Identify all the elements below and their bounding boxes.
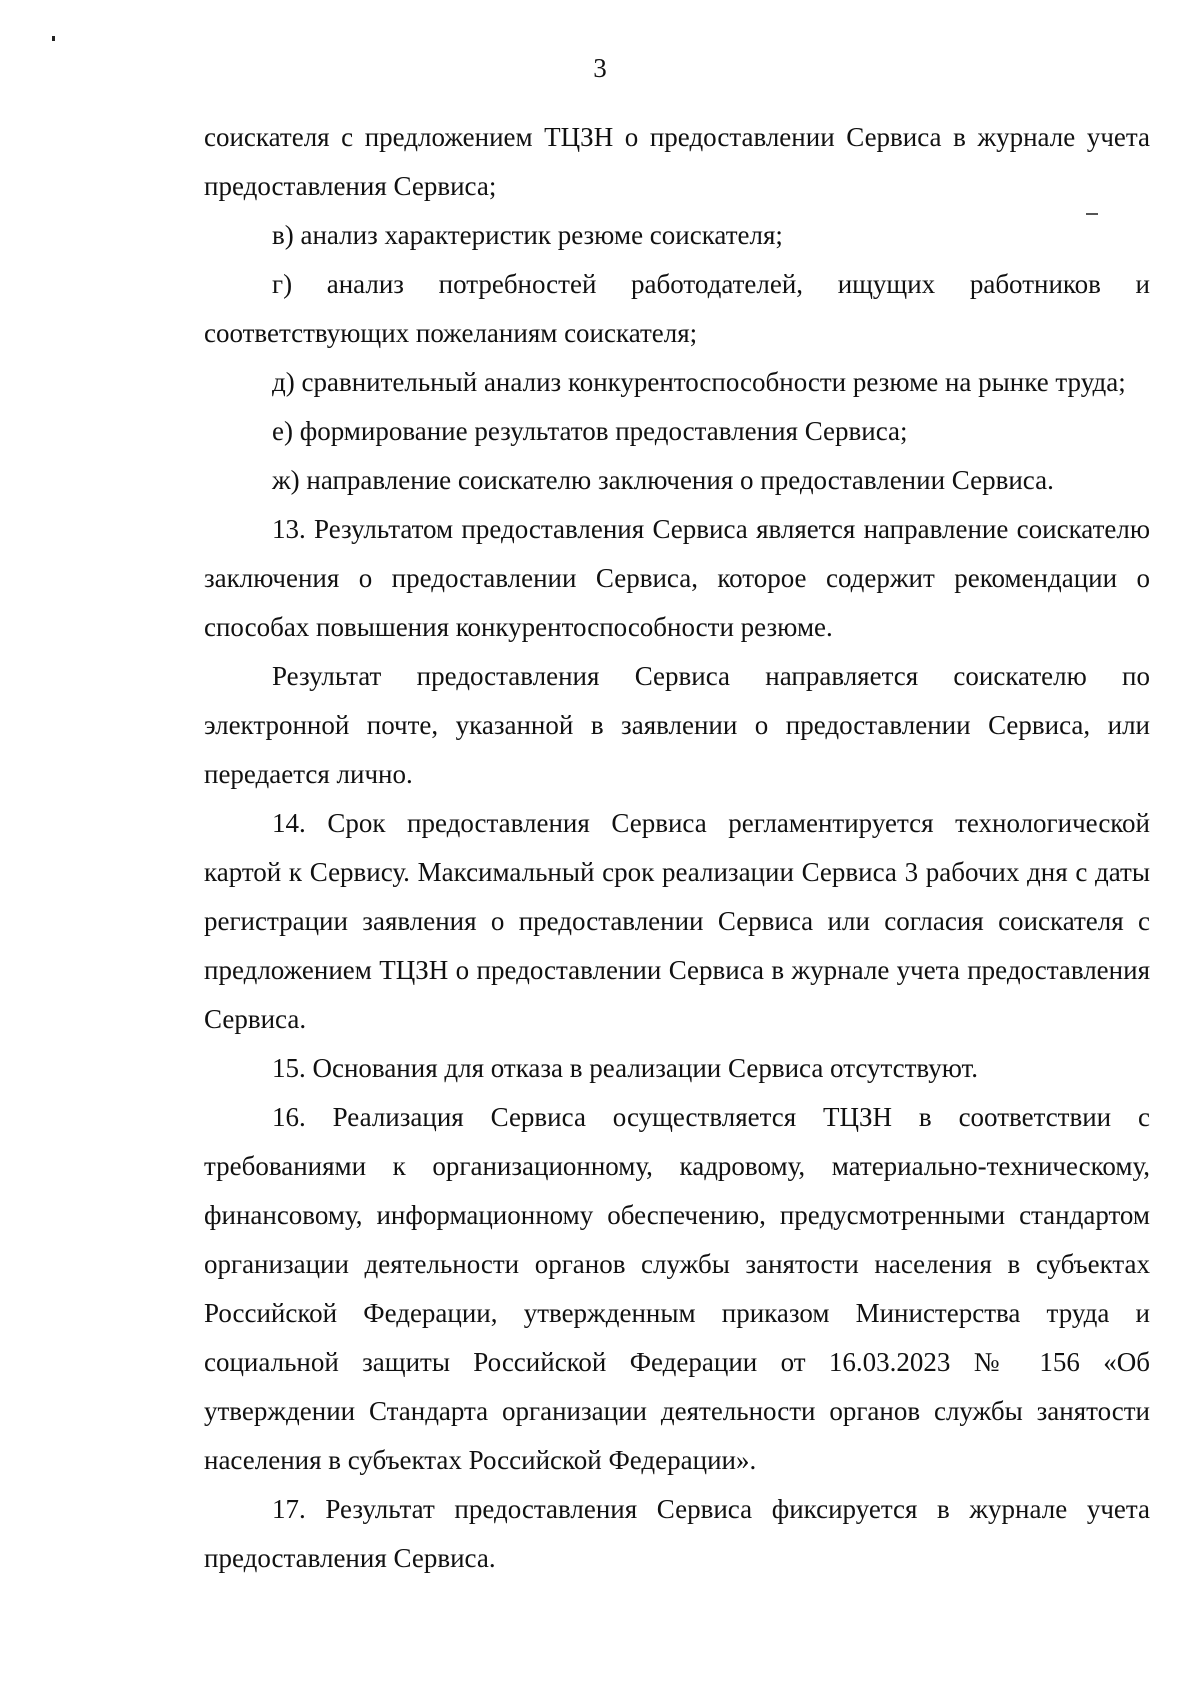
list-item-zh: ж) направление соискателю заключения о предоставлении Сервиса. xyxy=(272,465,1054,495)
list-item-e: е) формирование результатов предоставления Сервиса; xyxy=(272,416,908,446)
page-number: 3 xyxy=(593,53,607,83)
list-item-v: в) анализ характеристик резюме соискателя; xyxy=(272,220,783,250)
scan-artifact-dot xyxy=(52,36,55,41)
clause-16: 16. Реализация Сервиса осуществляется ТЦЗН в соответствии с требованиями к организационному, кадровому, материально-техническому, финансовому, информационному обеспечению, предусмотренными стандартом организации деятельности органов службы занятости населения в субъектах Российской Федерации, утвержденным приказом Министерства труда и социальной защиты Российской Федерации от 16.03.2023 № 156 «Об утверждении Стандарта организации деятельности органов службы занятости населения в субъектах Российской Федерации». xyxy=(204,1102,1150,1475)
document-body xyxy=(204,113,1150,1583)
clause-13-result-delivery: Результат предоставления Сервиса направляется соискателю по электронной почте, указанной в заявлении о предоставлении Сервиса, или передается лично. xyxy=(204,661,1150,789)
clause-13: 13. Результатом предоставления Сервиса является направление соискателю заключения о предоставлении Сервиса, которое содержит рекомендации о способах повышения конкурентоспособности резюме. xyxy=(204,514,1150,642)
clause-17: 17. Результат предоставления Сервиса фиксируется в журнале учета предоставления Сервиса. xyxy=(204,1494,1150,1573)
clause-14: 14. Срок предоставления Сервиса регламентируется технологической картой к Сервису. Максимальный срок реализации Сервиса 3 рабочих дня с даты регистрации заявления о предоставлении Сервиса или согласия соискателя с предложением ТЦЗН о предоставлении Сервиса в журнале учета предоставления Сервиса. xyxy=(204,808,1150,1034)
paragraph-continuation: соискателя с предложением ТЦЗН о предоставлении Сервиса в журнале учета предоставления Сервиса; xyxy=(204,122,1150,201)
list-item-d: д) сравнительный анализ конкурентоспособности резюме на рынке труда; xyxy=(272,367,1126,397)
list-item-g: г) анализ потребностей работодателей, ищущих работников и соответствующих пожеланиям соискателя; xyxy=(204,269,1150,348)
clause-15: 15. Основания для отказа в реализации Сервиса отсутствуют. xyxy=(272,1053,979,1083)
